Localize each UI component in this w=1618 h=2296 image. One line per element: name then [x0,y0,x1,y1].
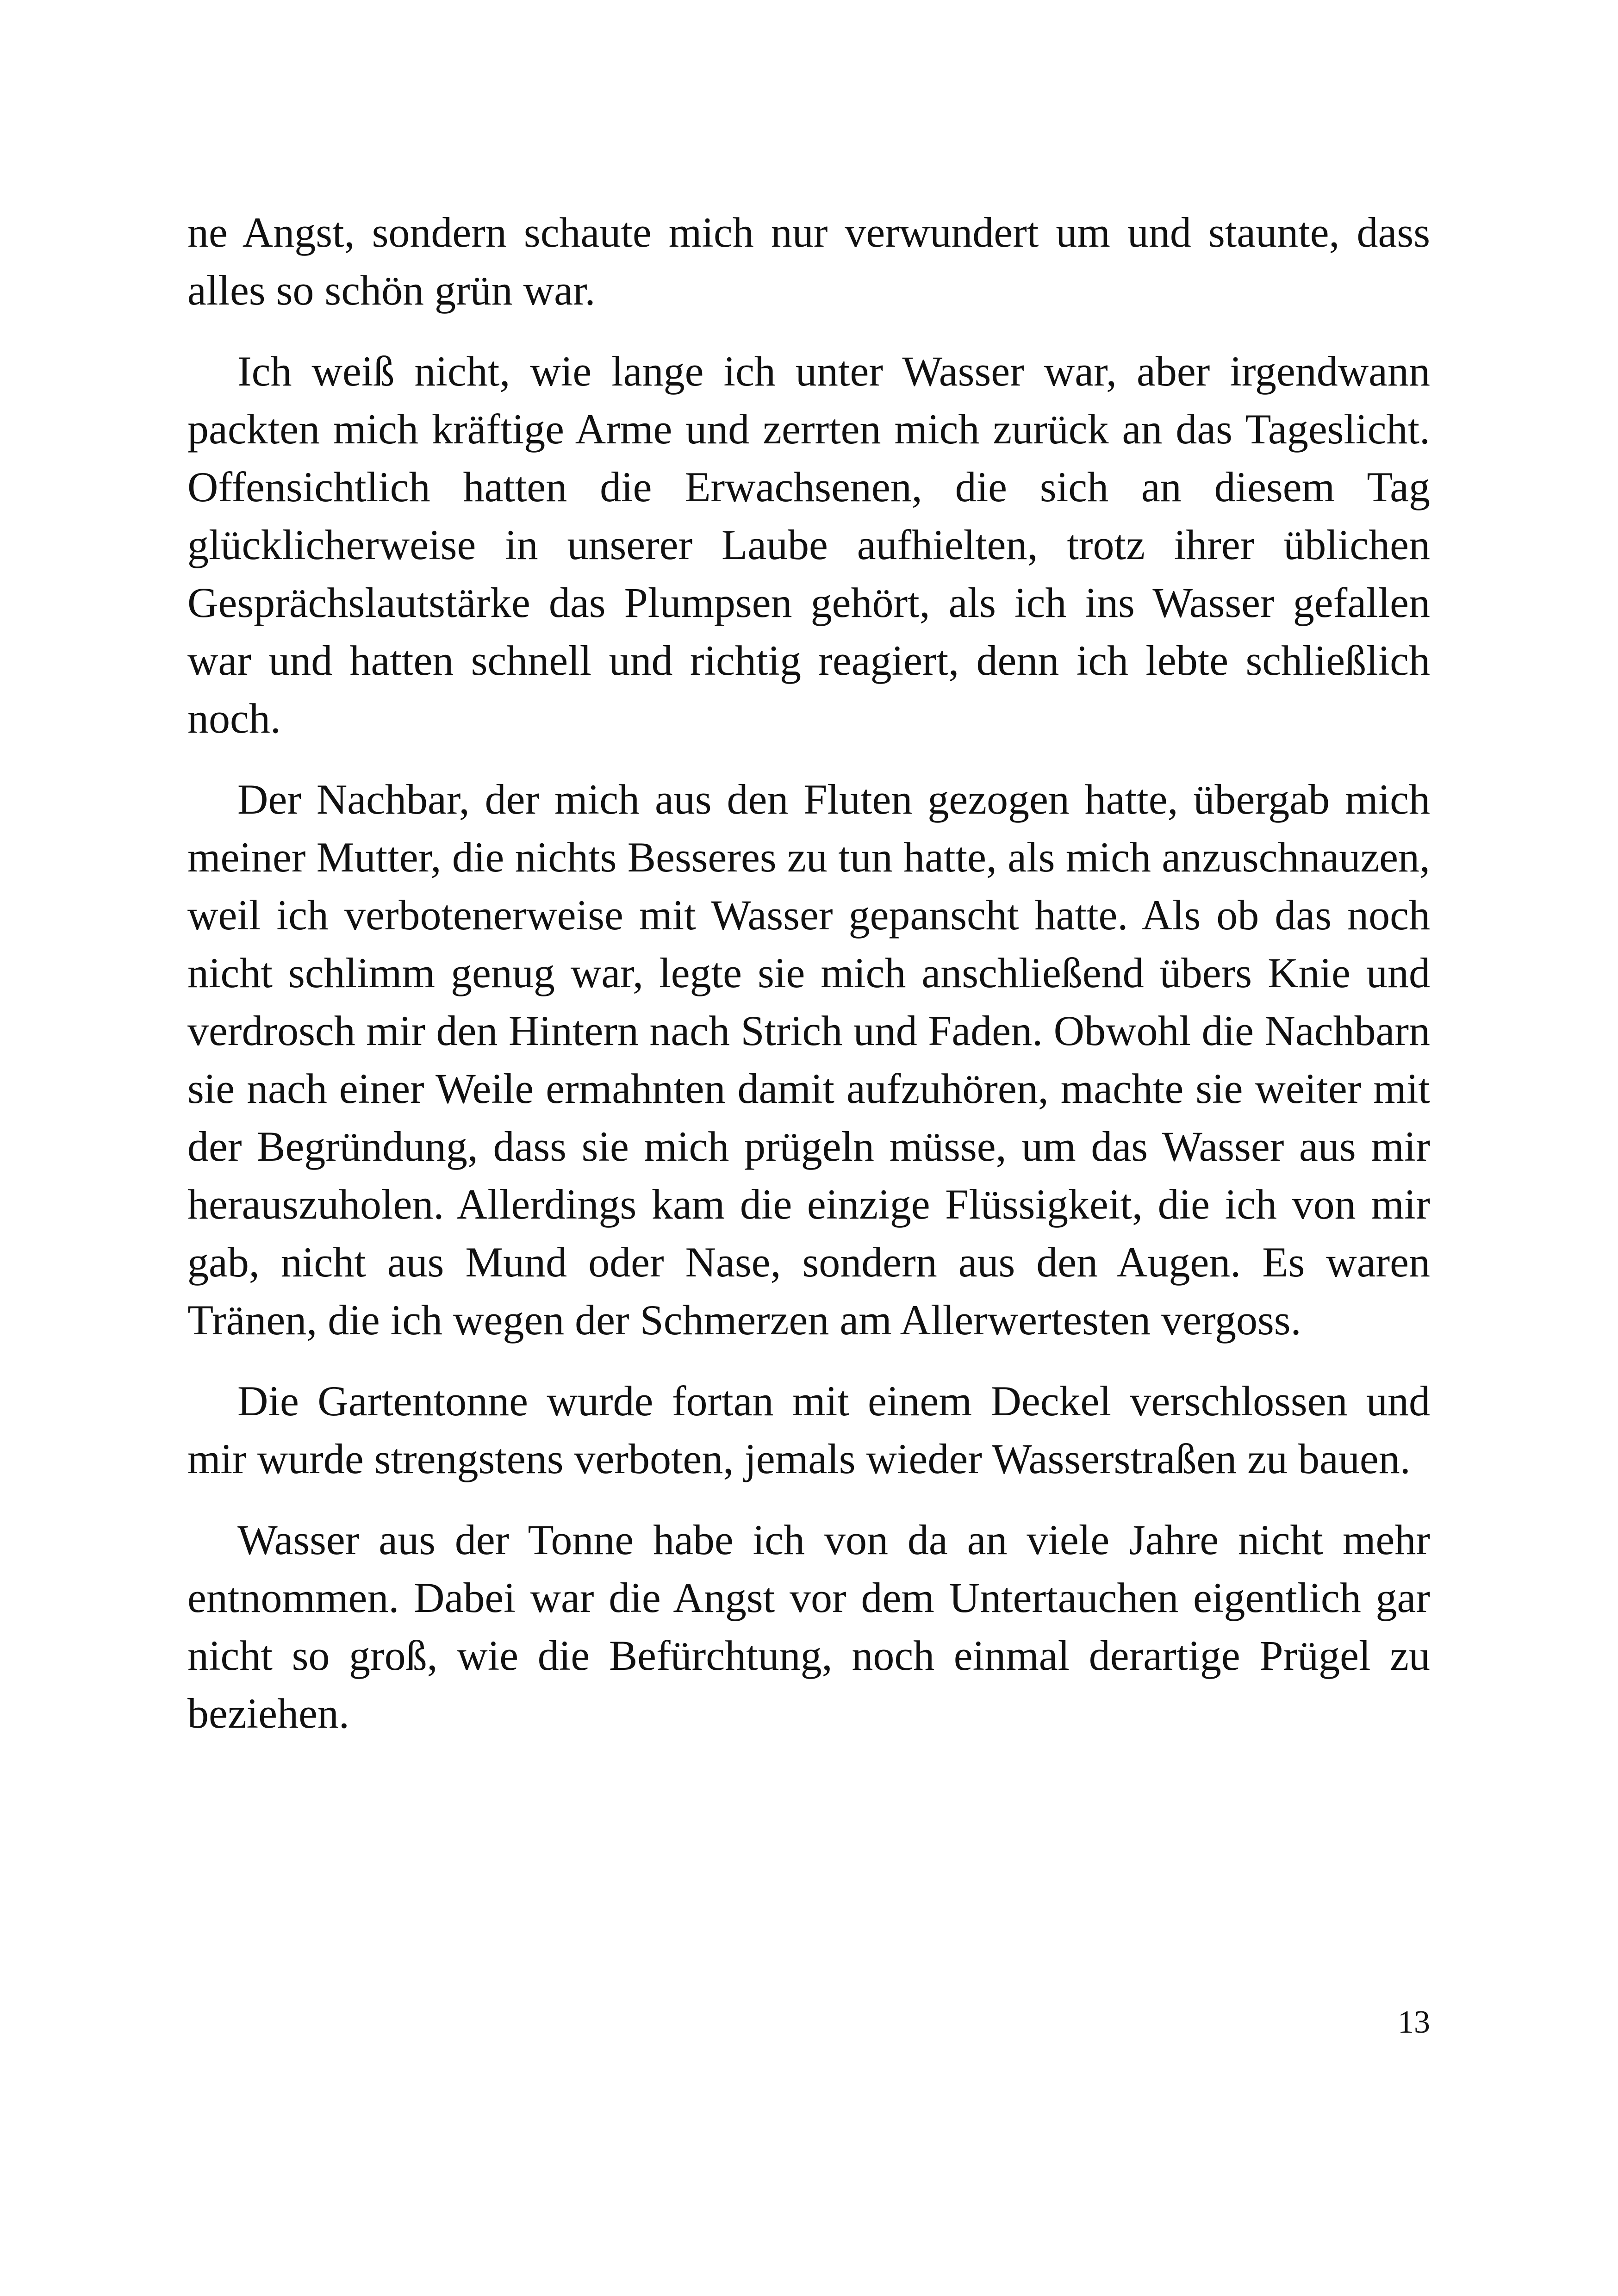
page-number: 13 [1398,2004,1430,2040]
page-body [187,204,1430,1766]
paragraph-fear: Wasser aus der Tonne habe ich von da an viele Jahre nicht mehr entnommen. Dabei war die Angst vor dem Untertauchen eigentlich gar nicht so groß, wie die Befürchtung, noch einmal derartige Prügel zu beziehen. [187,1516,1430,1737]
paragraph-continuation: ne Angst, sondern schaute mich nur verwundert um und staunte, dass alles so schön grün war. [187,209,1430,314]
paragraph-garden-barrel: Die Gartentonne wurde fortan mit einem Deckel verschlossen und mir wurde strengstens verboten, jemals wieder Wasserstraßen zu bauen. [187,1377,1430,1482]
paragraph-underwater: Ich weiß nicht, wie lange ich unter Wasser war, aber irgendwann packten mich kräftige Arme und zerrten mich zurück an das Tageslicht. Offensichtlich hatten die Erwachsenen, die sich an diesem Tag glücklicherweise in unserer Laube aufhielten, trotz ihrer üblichen Gesprächslautstärke das Plumpsen gehört, als ich ins Wasser gefallen war und hatten schnell und richtig reagiert, denn ich lebte schließlich noch. [187,348,1430,742]
paragraph-neighbor: Der Nachbar, der mich aus den Fluten gezogen hatte, übergab mich meiner Mutter, die nichts Besseres zu tun hatte, als mich anzuschnauzen, weil ich verbotenerweise mit Wasser gepanscht hatte. Als ob das noch nicht schlimm genug war, legte sie mich anschließend übers Knie und verdrosch mir den Hintern nach Strich und Faden. Obwohl die Nachbarn sie nach einer Weile ermahnten damit aufzuhören, machte sie weiter mit der Begründung, dass sie mich prügeln müsse, um das Wasser aus mir herauszuholen. Allerdings kam die einzige Flüssigkeit, die ich von mir gab, nicht aus Mund oder Nase, sondern aus den Augen. Es waren Tränen, die ich wegen der Schmerzen am Allerwertesten vergoss. [187,776,1430,1344]
